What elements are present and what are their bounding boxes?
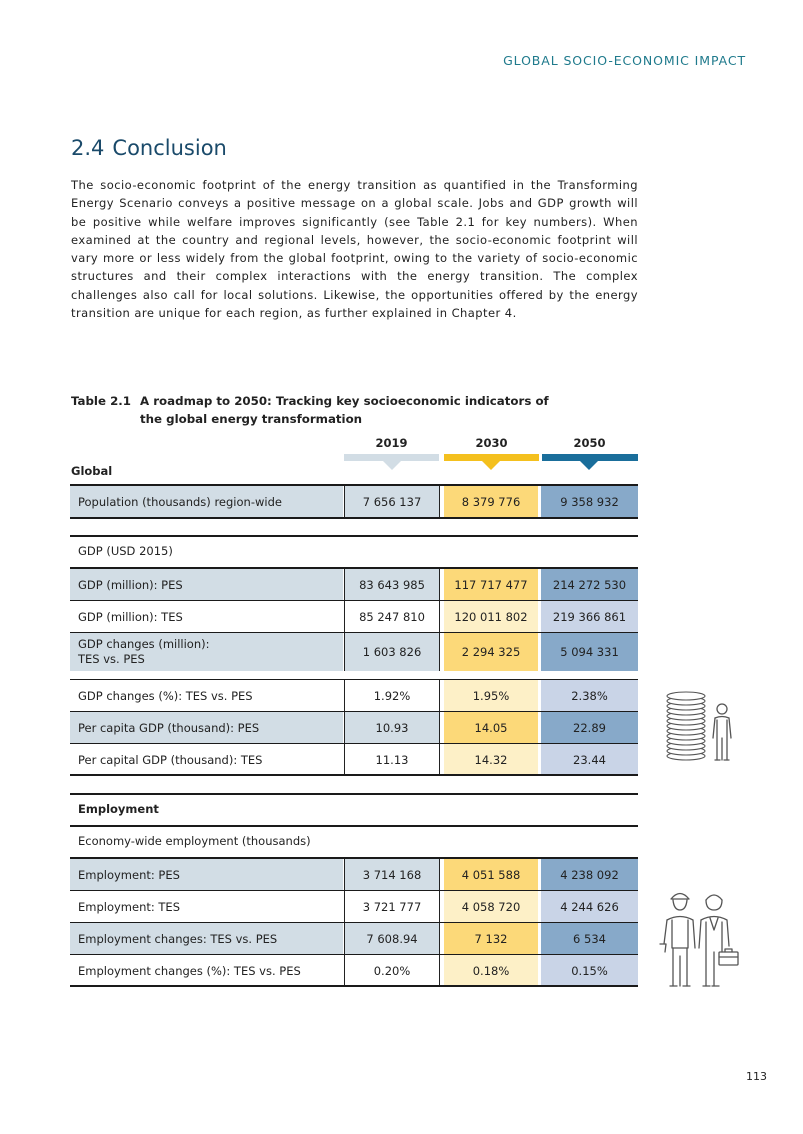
table-row bbox=[70, 633, 638, 671]
cell-2030: 4 058 720 bbox=[444, 891, 538, 922]
section-title bbox=[71, 136, 227, 160]
table-row bbox=[70, 923, 638, 954]
section-number: 2.4 bbox=[71, 136, 105, 160]
cell-2050: 4 238 092 bbox=[541, 859, 638, 890]
year-2019-header: 2019 bbox=[375, 436, 408, 450]
table-row bbox=[70, 569, 638, 600]
year-2019-pointer bbox=[383, 461, 401, 470]
row-label: GDP (million): TES bbox=[70, 601, 343, 632]
cell-2050: 219 366 861 bbox=[541, 601, 638, 632]
row-label: Employment changes: TES vs. PES bbox=[70, 923, 343, 954]
table-row bbox=[70, 859, 638, 890]
cell-2019: 83 643 985 bbox=[344, 569, 440, 600]
row-label: GDP changes (%): TES vs. PES bbox=[70, 680, 343, 711]
cell-2050: 23.44 bbox=[541, 744, 638, 775]
row-label: GDP (million): PES bbox=[70, 569, 343, 600]
divider bbox=[70, 985, 638, 987]
row-label: Population (thousands) region-wide bbox=[70, 486, 343, 517]
year-2030-pointer bbox=[482, 461, 500, 470]
row-label-line1: GDP changes (million): bbox=[78, 637, 210, 651]
cell-2019: 85 247 810 bbox=[344, 601, 440, 632]
row-label: Employment: PES bbox=[70, 859, 343, 890]
cell-2019: 3 721 777 bbox=[344, 891, 440, 922]
cell-2030: 4 051 588 bbox=[444, 859, 538, 890]
cell-2019: 1.92% bbox=[344, 680, 440, 711]
employment-subheader: Economy-wide employment (thousands) bbox=[78, 834, 311, 848]
year-2050-pointer bbox=[580, 461, 598, 470]
global-label: Global bbox=[71, 464, 113, 478]
row-label: Employment changes (%): TES vs. PES bbox=[70, 955, 343, 986]
table-row bbox=[70, 955, 638, 986]
cell-2030: 7 132 bbox=[444, 923, 538, 954]
row-label-line2: TES vs. PES bbox=[78, 652, 145, 666]
divider bbox=[70, 517, 638, 519]
cell-2019: 10.93 bbox=[344, 712, 440, 743]
cell-2050: 4 244 626 bbox=[541, 891, 638, 922]
cell-2050: 9 358 932 bbox=[541, 486, 638, 517]
cell-2050: 5 094 331 bbox=[541, 633, 638, 671]
table-row bbox=[70, 891, 638, 922]
page-number: 113 bbox=[746, 1070, 767, 1083]
row-label: Per capita GDP (thousand): PES bbox=[70, 712, 343, 743]
divider bbox=[70, 535, 638, 537]
divider bbox=[70, 825, 638, 827]
section-heading: Conclusion bbox=[112, 136, 227, 160]
cell-2030: 8 379 776 bbox=[444, 486, 538, 517]
cell-2050: 0.15% bbox=[541, 955, 638, 986]
coin-stack-person-icon bbox=[664, 688, 740, 764]
cell-2030: 1.95% bbox=[444, 680, 538, 711]
year-2019-bar bbox=[344, 454, 439, 461]
cell-2050: 2.38% bbox=[541, 680, 638, 711]
row-label: Per capital GDP (thousand): TES bbox=[70, 744, 343, 775]
cell-2030: 2 294 325 bbox=[444, 633, 538, 671]
cell-2019: 1 603 826 bbox=[344, 633, 440, 671]
cell-2019: 7 608.94 bbox=[344, 923, 440, 954]
gdp-header: GDP (USD 2015) bbox=[78, 544, 173, 558]
employment-header: Employment bbox=[78, 802, 159, 816]
cell-2030: 117 717 477 bbox=[444, 569, 538, 600]
cell-2030: 14.05 bbox=[444, 712, 538, 743]
cell-2030: 14.32 bbox=[444, 744, 538, 775]
cell-2050: 214 272 530 bbox=[541, 569, 638, 600]
divider bbox=[70, 774, 638, 776]
table-label: Table 2.1 bbox=[71, 394, 131, 408]
body-paragraph: The socio-economic footprint of the energy transition as quantified in the Transforming Energy Scenario conveys a positive message on a global scale. Jobs and GDP growth will be positive while welfare improves significantly (see Table 2.1 for key numbers). When examined at the country and regional levels, however, the socio-economic footprint will vary more or less widely from the global footprint, owing to the variety of socio-economic structures and their complex interactions with the energy transition. The complex challenges also call for local solutions. Likewise, the opportunities offered by the energy transition are unique for each region, as further explained in Chapter 4. bbox=[71, 178, 638, 321]
year-2030-header: 2030 bbox=[475, 436, 508, 450]
year-2050-header: 2050 bbox=[573, 436, 606, 450]
cell-2030: 0.18% bbox=[444, 955, 538, 986]
cell-2019: 11.13 bbox=[344, 744, 440, 775]
table-row bbox=[70, 680, 638, 711]
workers-icon bbox=[658, 886, 742, 990]
running-header: GLOBAL SOCIO-ECONOMIC IMPACT bbox=[503, 53, 746, 68]
row-label bbox=[70, 633, 343, 671]
row-label: Employment: TES bbox=[70, 891, 343, 922]
table-row bbox=[70, 601, 638, 632]
cell-2030: 120 011 802 bbox=[444, 601, 538, 632]
cell-2050: 6 534 bbox=[541, 923, 638, 954]
divider bbox=[70, 793, 638, 795]
cell-2019: 3 714 168 bbox=[344, 859, 440, 890]
year-2050-bar bbox=[542, 454, 638, 461]
table-row bbox=[70, 486, 638, 517]
cell-2050: 22.89 bbox=[541, 712, 638, 743]
cell-2019: 7 656 137 bbox=[344, 486, 440, 517]
table-title: A roadmap to 2050: Tracking key socioeconomic indicators of the global energy transformation bbox=[140, 394, 549, 426]
cell-2019: 0.20% bbox=[344, 955, 440, 986]
table-row bbox=[70, 712, 638, 743]
table-row bbox=[70, 744, 638, 775]
year-2030-bar bbox=[444, 454, 539, 461]
